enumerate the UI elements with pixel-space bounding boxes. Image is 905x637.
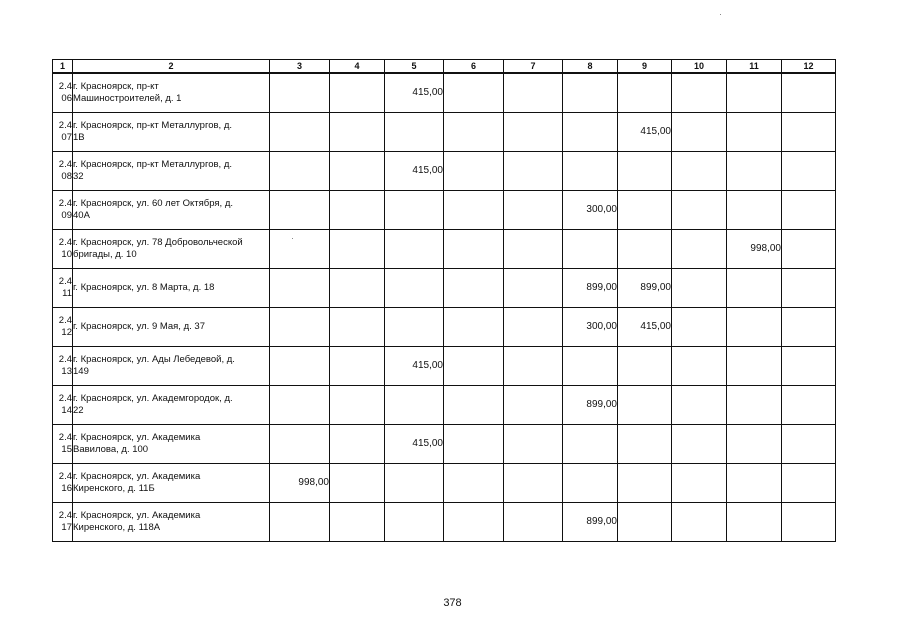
value-cell-col-11: [727, 268, 782, 307]
value-cell-col-3: [270, 424, 330, 463]
value-cell-col-9: [618, 73, 672, 112]
row-number-line: 2.4: [58, 431, 72, 443]
value-cell-col-5: [385, 112, 444, 151]
address-line: Киренского, д. 118А: [73, 521, 161, 533]
row-number-line: 11: [62, 287, 72, 299]
table-row: [53, 346, 836, 385]
address-line: 40А: [73, 209, 90, 221]
row-number-line: 2.4: [58, 470, 72, 482]
address-line: Киренского, д. 11Б: [73, 482, 155, 494]
value-cell-col-12: [782, 463, 836, 502]
row-number-line: 2.4: [58, 509, 72, 521]
value-cell-col-8: [563, 112, 618, 151]
value-cell-col-5: [385, 229, 444, 268]
address-line: г. Красноярск, ул. Ады Лебедевой, д.: [73, 353, 235, 365]
page-number: 378: [443, 597, 462, 609]
row-number-line: 2.4: [58, 392, 72, 404]
address-line: 32: [73, 170, 84, 182]
value-cell-col-5: 415,00: [385, 73, 444, 112]
value-cell-col-12: [782, 112, 836, 151]
value-cell-col-11: [727, 151, 782, 190]
value-cell-col-4: [330, 346, 385, 385]
value-cell-col-11: [727, 307, 782, 346]
value-cell-col-10: [672, 229, 727, 268]
value-cell-col-3: [270, 385, 330, 424]
value-cell-col-9: [618, 346, 672, 385]
value-cell-col-6: [444, 151, 504, 190]
value-cell-col-10: [672, 151, 727, 190]
value-cell-col-12: [782, 229, 836, 268]
value-cell-col-8: [563, 424, 618, 463]
value-cell-col-9: [618, 151, 672, 190]
column-header-7: 7: [504, 60, 563, 74]
row-number-cell: [53, 190, 73, 229]
row-number-line: 2.4: [58, 236, 72, 248]
address-cell: [73, 190, 270, 229]
value-cell-col-3: 998,00: [270, 463, 330, 502]
column-header-3: 3: [270, 60, 330, 74]
value-cell-col-12: [782, 502, 836, 541]
value-cell-col-10: [672, 190, 727, 229]
value-cell-col-6: [444, 112, 504, 151]
value-cell-col-8: [563, 346, 618, 385]
value-cell-col-7: [504, 190, 563, 229]
table-row: [53, 463, 836, 502]
table-row: [53, 385, 836, 424]
row-number-line: 2.4: [58, 314, 72, 326]
value-cell-col-11: [727, 385, 782, 424]
value-cell-col-7: [504, 385, 563, 424]
value-cell-col-4: [330, 502, 385, 541]
row-number-line: 09: [61, 209, 72, 221]
value-cell-col-7: [504, 151, 563, 190]
row-number-line: 07: [61, 131, 72, 143]
value-cell-col-4: [330, 73, 385, 112]
address-line: 149: [73, 365, 89, 377]
value-cell-col-9: [618, 229, 672, 268]
row-number-cell: [53, 307, 73, 346]
value-cell-col-6: [444, 268, 504, 307]
address-line: г. Красноярск, пр-кт: [73, 80, 159, 92]
address-line: Вавилова, д. 100: [73, 443, 149, 455]
value-cell-col-3: [270, 502, 330, 541]
value-cell-col-3: [270, 73, 330, 112]
value-cell-col-4: [330, 385, 385, 424]
row-number-line: 12: [61, 326, 72, 338]
table-row: [53, 502, 836, 541]
table-row: [53, 151, 836, 190]
column-header-8: 8: [563, 60, 618, 74]
value-cell-col-7: [504, 502, 563, 541]
value-cell-col-9: 415,00: [618, 307, 672, 346]
address-line: г. Красноярск, ул. 78 Добровольческой: [73, 236, 243, 248]
value-cell-col-8: [563, 73, 618, 112]
value-cell-col-12: [782, 307, 836, 346]
row-number-cell: [53, 346, 73, 385]
row-number-line: 2.4: [58, 119, 72, 131]
value-cell-col-5: [385, 307, 444, 346]
value-cell-col-7: [504, 229, 563, 268]
value-cell-col-5: 415,00: [385, 151, 444, 190]
address-cell: [73, 73, 270, 112]
value-cell-col-10: [672, 424, 727, 463]
value-cell-col-12: [782, 268, 836, 307]
table-row: [53, 268, 836, 307]
row-number-cell: [53, 229, 73, 268]
value-cell-col-9: 899,00: [618, 268, 672, 307]
address-line: г. Красноярск, ул. 60 лет Октября, д.: [73, 197, 234, 209]
row-number-line: 14: [61, 404, 72, 416]
value-cell-col-7: [504, 268, 563, 307]
value-cell-col-6: [444, 385, 504, 424]
value-cell-col-4: [330, 190, 385, 229]
row-number-cell: [53, 151, 73, 190]
column-header-12: 12: [782, 60, 836, 74]
address-cell: [73, 229, 270, 268]
value-cell-col-11: [727, 346, 782, 385]
row-number-line: 13: [61, 365, 72, 377]
row-number-line: 15: [61, 443, 72, 455]
value-cell-col-12: [782, 346, 836, 385]
address-cell: [73, 268, 270, 307]
column-header-10: 10: [672, 60, 727, 74]
address-line: г. Красноярск, ул. Академика: [73, 509, 201, 521]
row-number-cell: [53, 268, 73, 307]
row-number-line: 2.4: [58, 275, 72, 287]
address-cell: [73, 151, 270, 190]
value-cell-col-7: [504, 307, 563, 346]
value-cell-col-3: [270, 307, 330, 346]
value-cell-col-6: [444, 229, 504, 268]
table-row: [53, 112, 836, 151]
table-row: [53, 190, 836, 229]
value-cell-col-9: 415,00: [618, 112, 672, 151]
value-cell-col-11: [727, 190, 782, 229]
value-cell-col-5: [385, 463, 444, 502]
value-cell-col-3: [270, 112, 330, 151]
address-line: бригады, д. 10: [73, 248, 137, 260]
value-cell-col-11: [727, 73, 782, 112]
column-header-1: 1: [53, 60, 73, 74]
value-cell-col-7: [504, 463, 563, 502]
scan-speck: [292, 238, 293, 239]
address-line: г. Красноярск, ул. Академгородок, д.: [73, 392, 233, 404]
address-cell: [73, 346, 270, 385]
row-number-line: 17: [61, 521, 72, 533]
value-cell-col-8: 300,00: [563, 307, 618, 346]
value-cell-col-5: [385, 502, 444, 541]
column-header-5: 5: [385, 60, 444, 74]
value-cell-col-10: [672, 73, 727, 112]
value-cell-col-9: [618, 463, 672, 502]
value-cell-col-4: [330, 307, 385, 346]
value-cell-col-6: [444, 502, 504, 541]
scan-speck: [720, 14, 721, 15]
address-line: г. Красноярск, ул. 9 Мая, д. 37: [73, 320, 205, 332]
value-cell-col-4: [330, 112, 385, 151]
tariff-table: [52, 59, 836, 542]
value-cell-col-8: 899,00: [563, 268, 618, 307]
table-row: [53, 424, 836, 463]
value-cell-col-9: [618, 190, 672, 229]
value-cell-col-6: [444, 346, 504, 385]
value-cell-col-11: [727, 112, 782, 151]
row-number-cell: [53, 73, 73, 112]
value-cell-col-9: [618, 502, 672, 541]
row-number-line: 16: [61, 482, 72, 494]
value-cell-col-3: [270, 190, 330, 229]
value-cell-col-7: [504, 73, 563, 112]
address-cell: [73, 112, 270, 151]
value-cell-col-8: [563, 463, 618, 502]
address-cell: [73, 424, 270, 463]
value-cell-col-10: [672, 346, 727, 385]
address-cell: [73, 502, 270, 541]
value-cell-col-6: [444, 424, 504, 463]
column-header-2: 2: [73, 60, 270, 74]
row-number-cell: [53, 385, 73, 424]
value-cell-col-4: [330, 229, 385, 268]
value-cell-col-12: [782, 424, 836, 463]
value-cell-col-3: [270, 268, 330, 307]
value-cell-col-8: [563, 151, 618, 190]
value-cell-col-6: [444, 307, 504, 346]
address-line: Машиностроителей, д. 1: [73, 92, 182, 104]
address-line: 22: [73, 404, 84, 416]
value-cell-col-5: [385, 190, 444, 229]
row-number-cell: [53, 463, 73, 502]
table-header-row: [53, 60, 836, 74]
address-line: г. Красноярск, ул. Академика: [73, 431, 201, 443]
value-cell-col-7: [504, 112, 563, 151]
value-cell-col-11: [727, 424, 782, 463]
value-cell-col-3: [270, 346, 330, 385]
address-cell: [73, 385, 270, 424]
value-cell-col-6: [444, 73, 504, 112]
address-line: г. Красноярск, пр-кт Металлургов, д.: [73, 158, 232, 170]
value-cell-col-9: [618, 424, 672, 463]
value-cell-col-11: [727, 502, 782, 541]
value-cell-col-7: [504, 424, 563, 463]
table-row: [53, 229, 836, 268]
value-cell-col-5: [385, 268, 444, 307]
value-cell-col-3: [270, 229, 330, 268]
value-cell-col-10: [672, 502, 727, 541]
column-header-9: 9: [618, 60, 672, 74]
row-number-cell: [53, 424, 73, 463]
row-number-line: 2.4: [58, 197, 72, 209]
value-cell-col-10: [672, 463, 727, 502]
address-line: г. Красноярск, пр-кт Металлургов, д.: [73, 119, 232, 131]
address-line: 1В: [73, 131, 85, 143]
value-cell-col-5: [385, 385, 444, 424]
value-cell-col-8: 899,00: [563, 385, 618, 424]
value-cell-col-4: [330, 268, 385, 307]
row-number-line: 08: [61, 170, 72, 182]
value-cell-col-7: [504, 346, 563, 385]
column-header-11: 11: [727, 60, 782, 74]
value-cell-col-8: [563, 229, 618, 268]
table-row: [53, 307, 836, 346]
row-number-line: 2.4: [58, 158, 72, 170]
value-cell-col-4: [330, 424, 385, 463]
value-cell-col-12: [782, 73, 836, 112]
column-header-4: 4: [330, 60, 385, 74]
value-cell-col-5: 415,00: [385, 424, 444, 463]
value-cell-col-6: [444, 190, 504, 229]
value-cell-col-4: [330, 151, 385, 190]
row-number-line: 10: [61, 248, 72, 260]
address-cell: [73, 463, 270, 502]
address-line: г. Красноярск, ул. Академика: [73, 470, 201, 482]
column-header-6: 6: [444, 60, 504, 74]
row-number-line: 2.4: [58, 80, 72, 92]
value-cell-col-12: [782, 151, 836, 190]
address-cell: [73, 307, 270, 346]
value-cell-col-8: 300,00: [563, 190, 618, 229]
value-cell-col-5: 415,00: [385, 346, 444, 385]
row-number-line: 06: [61, 92, 72, 104]
value-cell-col-10: [672, 112, 727, 151]
value-cell-col-3: [270, 151, 330, 190]
row-number-line: 2.4: [58, 353, 72, 365]
value-cell-col-4: [330, 463, 385, 502]
value-cell-col-11: 998,00: [727, 229, 782, 268]
value-cell-col-10: [672, 307, 727, 346]
table-row: [53, 73, 836, 112]
value-cell-col-9: [618, 385, 672, 424]
row-number-cell: [53, 502, 73, 541]
value-cell-col-8: 899,00: [563, 502, 618, 541]
value-cell-col-12: [782, 385, 836, 424]
value-cell-col-11: [727, 463, 782, 502]
row-number-cell: [53, 112, 73, 151]
value-cell-col-10: [672, 268, 727, 307]
value-cell-col-10: [672, 385, 727, 424]
value-cell-col-12: [782, 190, 836, 229]
value-cell-col-6: [444, 463, 504, 502]
address-line: г. Красноярск, ул. 8 Марта, д. 18: [73, 281, 215, 293]
